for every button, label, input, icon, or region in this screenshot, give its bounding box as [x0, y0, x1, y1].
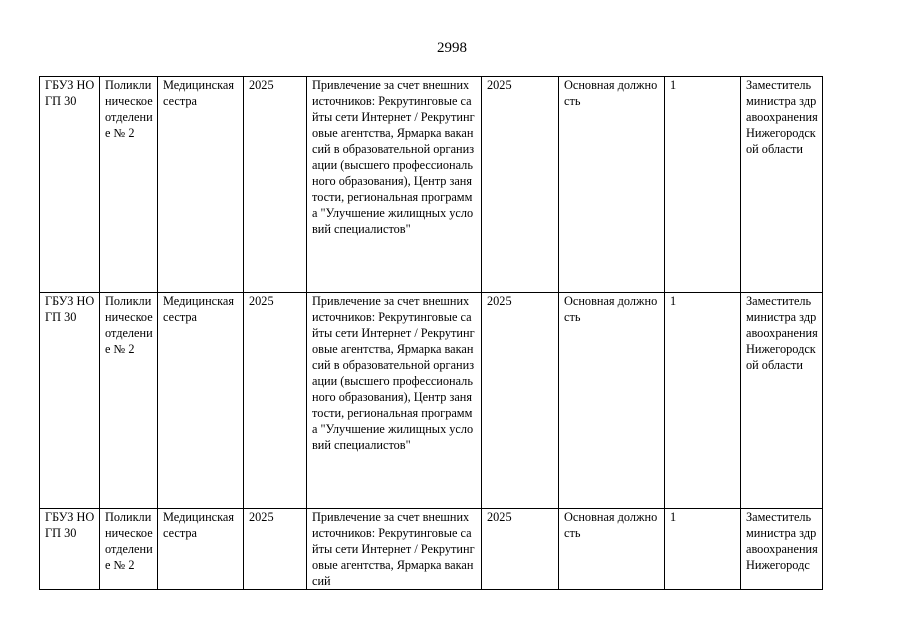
count-cell: 1	[665, 509, 741, 590]
responsible-cell: Заместитель министра здравоохранения Нижегородской области	[741, 293, 823, 509]
year-cell: 2025	[244, 293, 307, 509]
position-type-cell: Основная должность	[559, 509, 665, 590]
deadline-cell: 2025	[482, 509, 559, 590]
position-type-cell: Основная должность	[559, 293, 665, 509]
position-cell: Медицинская сестра	[158, 509, 244, 590]
department-cell: Поликлиническое отделение № 2	[100, 293, 158, 509]
table-row	[40, 77, 823, 293]
sources-cell: Привлечение за счет внешних источников: Рекрутинговые сайты сети Интернет / Рекрутинговые агентства, Ярмарка вакансий в образовательной организации (высшего профессионального образования), Центр занятости, региональная программа "Улучшение жилищных условий специалистов"	[307, 77, 482, 293]
org-cell: ГБУЗ НО ГП 30	[40, 77, 100, 293]
responsible-cell: Заместитель министра здравоохранения Нижегородс	[741, 509, 823, 590]
deadline-cell: 2025	[482, 293, 559, 509]
sources-cell: Привлечение за счет внешних источников: Рекрутинговые сайты сети Интернет / Рекрутинговые агентства, Ярмарка вакансий	[307, 509, 482, 590]
org-cell: ГБУЗ НО ГП 30	[40, 293, 100, 509]
position-cell: Медицинская сестра	[158, 77, 244, 293]
staffing-table	[39, 76, 823, 590]
position-cell: Медицинская сестра	[158, 293, 244, 509]
org-cell: ГБУЗ НО ГП 30	[40, 509, 100, 590]
table-row	[40, 293, 823, 509]
count-cell: 1	[665, 77, 741, 293]
count-cell: 1	[665, 293, 741, 509]
responsible-cell: Заместитель министра здравоохранения Нижегородской области	[741, 77, 823, 293]
sources-cell: Привлечение за счет внешних источников: Рекрутинговые сайты сети Интернет / Рекрутинговые агентства, Ярмарка вакансий в образовательной организации (высшего профессионального образования), Центр занятости, региональная программа "Улучшение жилищных условий специалистов"	[307, 293, 482, 509]
department-cell: Поликлиническое отделение № 2	[100, 77, 158, 293]
deadline-cell: 2025	[482, 77, 559, 293]
year-cell: 2025	[244, 509, 307, 590]
page-number: 2998	[437, 40, 467, 56]
position-type-cell: Основная должность	[559, 77, 665, 293]
table-row	[40, 509, 823, 590]
year-cell: 2025	[244, 77, 307, 293]
department-cell: Поликлиническое отделение № 2	[100, 509, 158, 590]
